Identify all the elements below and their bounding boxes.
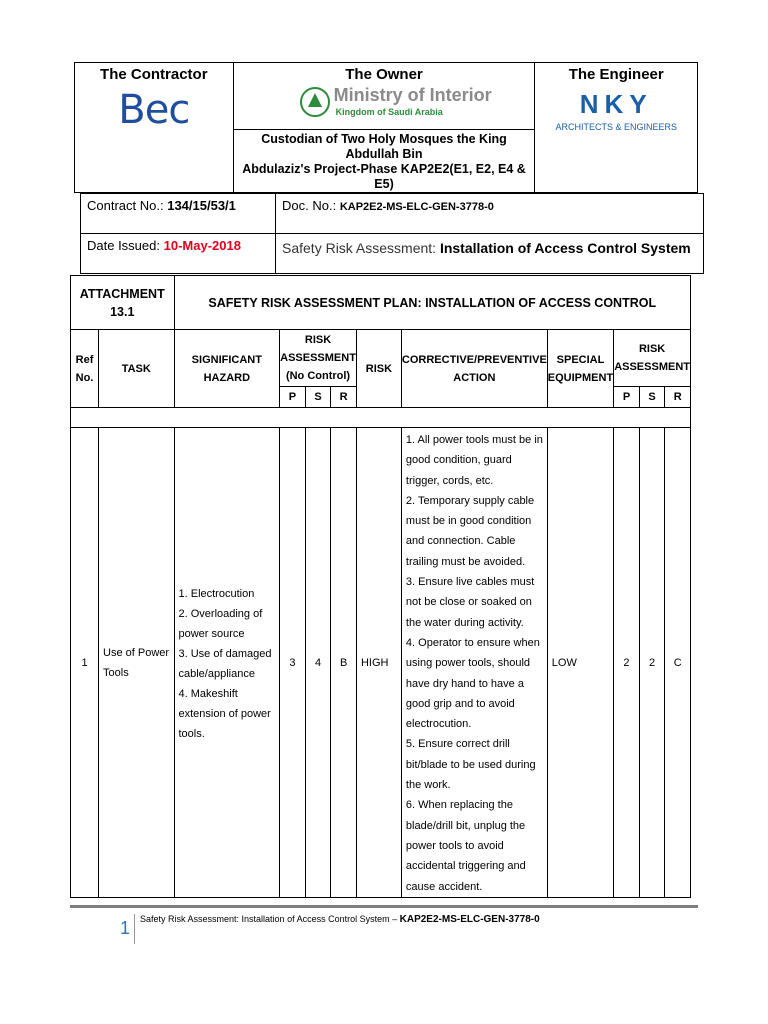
header-table [74, 62, 698, 193]
date-label: Date Issued: [87, 238, 160, 253]
action-item: 4. Operator to ensure when using power tools, should have dry hand to have a good grip and to avoid electrocution. [405, 636, 540, 731]
row1-ref: 1 [71, 428, 99, 898]
attachment-label: ATTACHMENT 13.1 [71, 276, 175, 330]
nky-logo-text: NKY [579, 89, 653, 119]
contractor-cell [75, 63, 234, 193]
nky-logo-sub: ARCHITECTS & ENGINEERS [555, 122, 677, 132]
sub-s2-header: S [639, 387, 665, 408]
row1-p-nc: 3 [280, 428, 306, 898]
spacer-cell [71, 408, 691, 428]
row1-r-nc: B [331, 428, 357, 898]
action-item: 6. When replacing the blade/drill bit, unplug the power tools to avoid accidental triggering and cause accident. [405, 799, 526, 893]
sub-r2-header: R [665, 387, 691, 408]
table-row [71, 428, 691, 898]
row1-s-nc: 4 [305, 428, 331, 898]
col-task-header: TASK [99, 330, 174, 408]
contract-value: 134/15/53/1 [167, 198, 236, 213]
contract-label: Contract No.: [87, 198, 164, 213]
row1-task: Use of Power Tools [99, 428, 174, 898]
hazard-item: 3. Use of damaged cable/appliance [178, 647, 272, 680]
row1-special-equipment: LOW [547, 428, 613, 898]
col-hazard-header: SIGNIFICANT HAZARD [174, 330, 280, 408]
hazard-item: 2. Overloading of power source [178, 607, 263, 640]
contractor-title: The Contractor [100, 66, 208, 83]
subject-cell [276, 234, 704, 274]
col-risk-header: RISK [356, 330, 401, 408]
risk-assessment-table [70, 275, 691, 898]
page-number: 1 [120, 918, 131, 938]
spacer-row [71, 408, 691, 428]
hazard-item: 1. Electrocution [178, 587, 255, 600]
subject-value: Installation of Access Control System [439, 240, 691, 256]
action-item: 5. Ensure correct drill bit/blade to be used during the work. [405, 738, 536, 792]
doc-number-cell [276, 194, 704, 234]
col-corrective-header: CORRECTIVE/PREVENTIVE ACTION [401, 330, 547, 408]
date-value: 10-May-2018 [163, 238, 241, 253]
project-name [234, 129, 535, 192]
owner-title: The Owner [345, 66, 423, 83]
row1-r: C [665, 428, 691, 898]
hazard-item: 4. Makeshift extension of power tools. [178, 687, 271, 740]
doc-label: Doc. No.: [282, 198, 337, 213]
footer-doc: KAP2E2-MS-ELC-GEN-3778-0 [399, 914, 540, 925]
project-line-1: Custodian of Two Holy Mosques the King Abdullah Bin [261, 132, 507, 161]
sub-p2-header: P [614, 387, 640, 408]
sub-p-header: P [280, 387, 306, 408]
col-ref-header: Ref No. [71, 330, 99, 408]
header-info-table [80, 193, 704, 274]
sub-r-header: R [331, 387, 357, 408]
row1-risk: HIGH [356, 428, 401, 898]
row1-hazards [174, 428, 280, 898]
footer-text: Safety Risk Assessment: Installation of Access Control System – [140, 914, 398, 924]
subject-label: Safety Risk Assessment: [282, 240, 437, 256]
project-line-2: Abdulaziz's Project-Phase KAP2E2(E1, E2, E4 & E5) [242, 162, 526, 191]
date-issued-cell [81, 234, 276, 274]
nky-logo [535, 89, 697, 132]
engineer-cell [535, 63, 698, 193]
col-ra-no-control-header: RISK ASSESSMENT (No Control) [280, 330, 357, 387]
bec-logo-text: Bec [118, 87, 190, 133]
plan-title: SAFETY RISK ASSESSMENT PLAN: INSTALLATION OF ACCESS CONTROL [174, 276, 691, 330]
page-footer [70, 905, 698, 938]
action-item: 3. Ensure live cables must not be close or soaked on the water during activity. [405, 576, 535, 629]
owner-cell [233, 63, 535, 193]
moi-logo-sub: Kingdom of Saudi Arabia [335, 107, 443, 117]
document-header [74, 62, 698, 274]
moi-logo-main: Ministry of Interior [333, 85, 492, 105]
row1-s: 2 [639, 428, 665, 898]
bec-logo [75, 87, 233, 133]
action-item: 1. All power tools must be in good condition, guard trigger, cords, etc. [405, 434, 543, 487]
contract-number-cell [81, 194, 276, 234]
row1-p: 2 [614, 428, 640, 898]
doc-value: KAP2E2-MS-ELC-GEN-3778-0 [339, 201, 494, 213]
moi-logo [234, 83, 535, 123]
row1-actions [401, 428, 547, 898]
col-ra-header: RISK ASSESSMENT [614, 330, 691, 387]
sub-s-header: S [305, 387, 331, 408]
footer-divider [134, 914, 135, 944]
col-special-equipment-header: SPECIAL EQUIPMENT [547, 330, 613, 408]
moi-emblem-icon [300, 85, 330, 119]
action-item: 2. Temporary supply cable must be in good condition and connection. Cable trailing must be avoided. [405, 494, 535, 568]
engineer-title: The Engineer [568, 66, 664, 83]
footer-caption [140, 914, 540, 925]
